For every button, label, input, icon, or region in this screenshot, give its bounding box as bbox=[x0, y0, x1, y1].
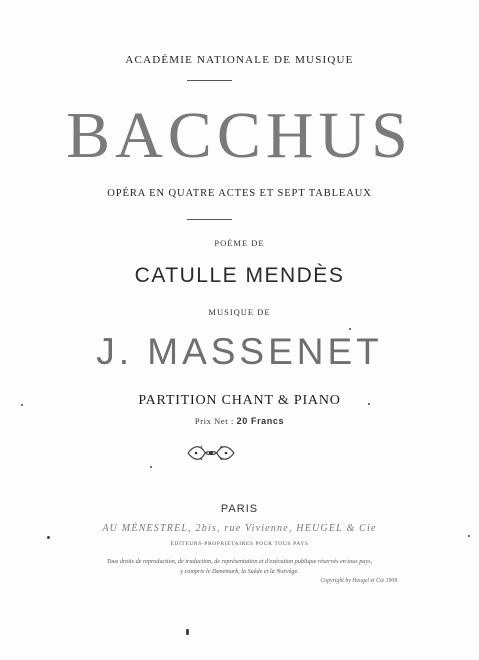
paper-speck bbox=[186, 629, 189, 635]
opera-subtitle: OPÉRA EN QUATRE ACTES ET SEPT TABLEAUX bbox=[107, 188, 372, 199]
price-value: 20 Francs bbox=[236, 416, 285, 426]
music-by-label: MUSIQUE DE bbox=[208, 307, 271, 317]
imprint-publisher: AU MÉNESTREL, 2bis, rue Vivienne, HEUGEL & Cie bbox=[102, 523, 377, 534]
paper-speck bbox=[468, 535, 470, 537]
rights-notice-line-1: Tous droits de reproduction, de traduction, de représentation et d'exécution publique réservés en tous pays, bbox=[106, 558, 373, 565]
edition-name: PARTITION CHANT & PIANO bbox=[138, 393, 341, 408]
paper-speck bbox=[150, 466, 152, 468]
paper-speck bbox=[349, 328, 351, 330]
imprint-proprietors: ÉDITEURS-PROPRIÉTAIRES POUR TOUS PAYS bbox=[170, 541, 309, 547]
institution-heading: ACADÉMIE NATIONALE DE MUSIQUE bbox=[125, 54, 354, 66]
ornament-flourish-icon bbox=[186, 442, 236, 464]
paper-speck bbox=[368, 403, 370, 405]
copyright-notice: Copyright by Heugel et Cie 1909. bbox=[320, 578, 399, 584]
paper-speck bbox=[47, 536, 50, 539]
paper-speck bbox=[21, 404, 23, 406]
price-label: Prix Net : bbox=[194, 416, 234, 426]
divider-middle bbox=[187, 219, 232, 220]
price-line bbox=[0, 416, 479, 426]
librettist-name: CATULLE MENDÈS bbox=[134, 264, 345, 287]
composer-name: J. MASSENET bbox=[96, 331, 383, 372]
divider-top bbox=[187, 80, 232, 81]
imprint-city: PARIS bbox=[220, 503, 259, 515]
rights-notice-line-2: y compris le Danemark, la Suède et la Norvège. bbox=[180, 568, 299, 575]
poem-by-label: POÈME DE bbox=[214, 238, 265, 248]
opera-title: BACCHUS bbox=[66, 99, 413, 172]
